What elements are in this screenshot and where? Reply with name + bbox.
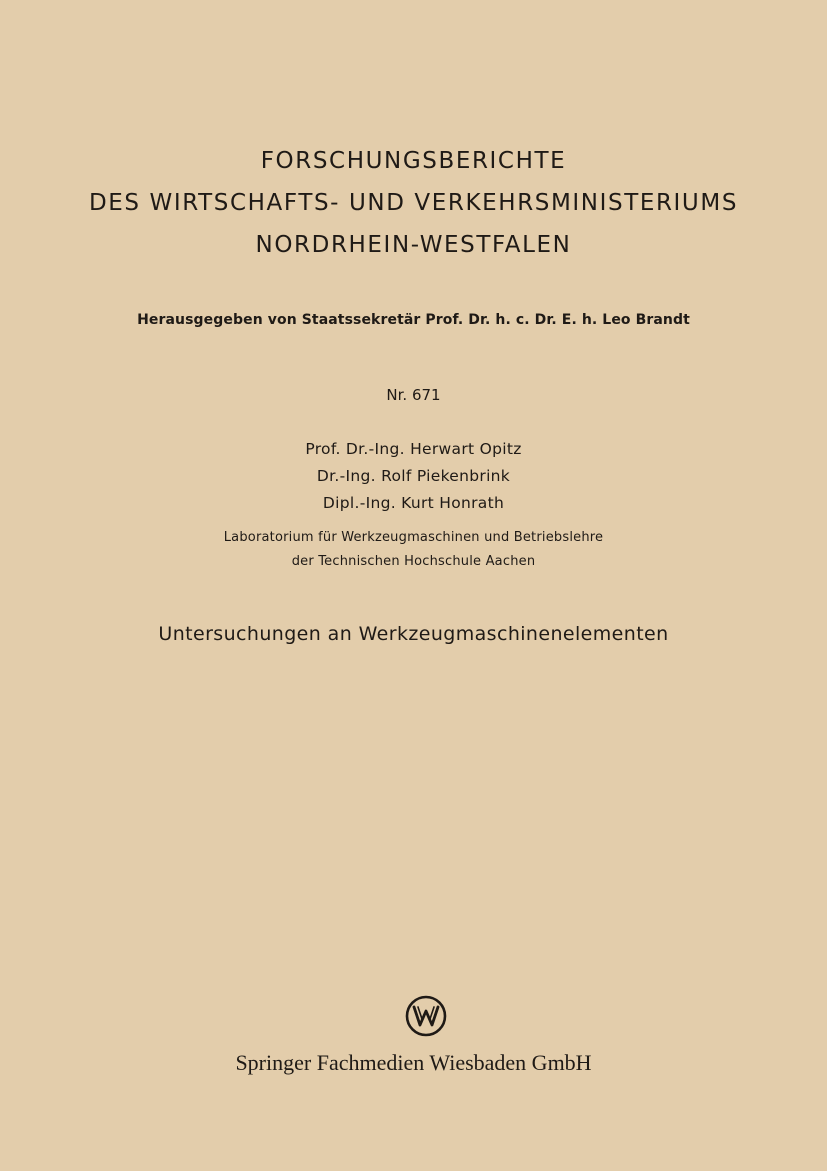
author-1: Prof. Dr.-Ing. Herwart Opitz [305,440,522,458]
series-title-line-1: FORSCHUNGSBERICHTE [260,148,567,174]
institution-line-1: Laboratorium für Werkzeugmaschinen und Betriebslehre [223,530,604,545]
publisher: Springer Fachmedien Wiesbaden GmbH [235,1050,592,1075]
report-number: Nr. 671 [386,386,441,404]
editor-line: Herausgegeben von Staatssekretär Prof. Dr. h. c. Dr. E. h. Leo Brandt [137,312,690,328]
series-title-line-3: NORDRHEIN-WESTFALEN [255,232,572,258]
series-title-line-2: DES WIRTSCHAFTS- UND VERKEHRSMINISTERIUMS [88,190,739,216]
book-title: Untersuchungen an Werkzeugmaschinenelementen [158,623,669,645]
author-2: Dr.-Ing. Rolf Piekenbrink [316,467,511,485]
springer-vieweg-logo-icon [405,995,447,1037]
institution-line-2: der Technischen Hochschule Aachen [291,554,536,569]
author-3: Dipl.-Ing. Kurt Honrath [322,494,505,512]
